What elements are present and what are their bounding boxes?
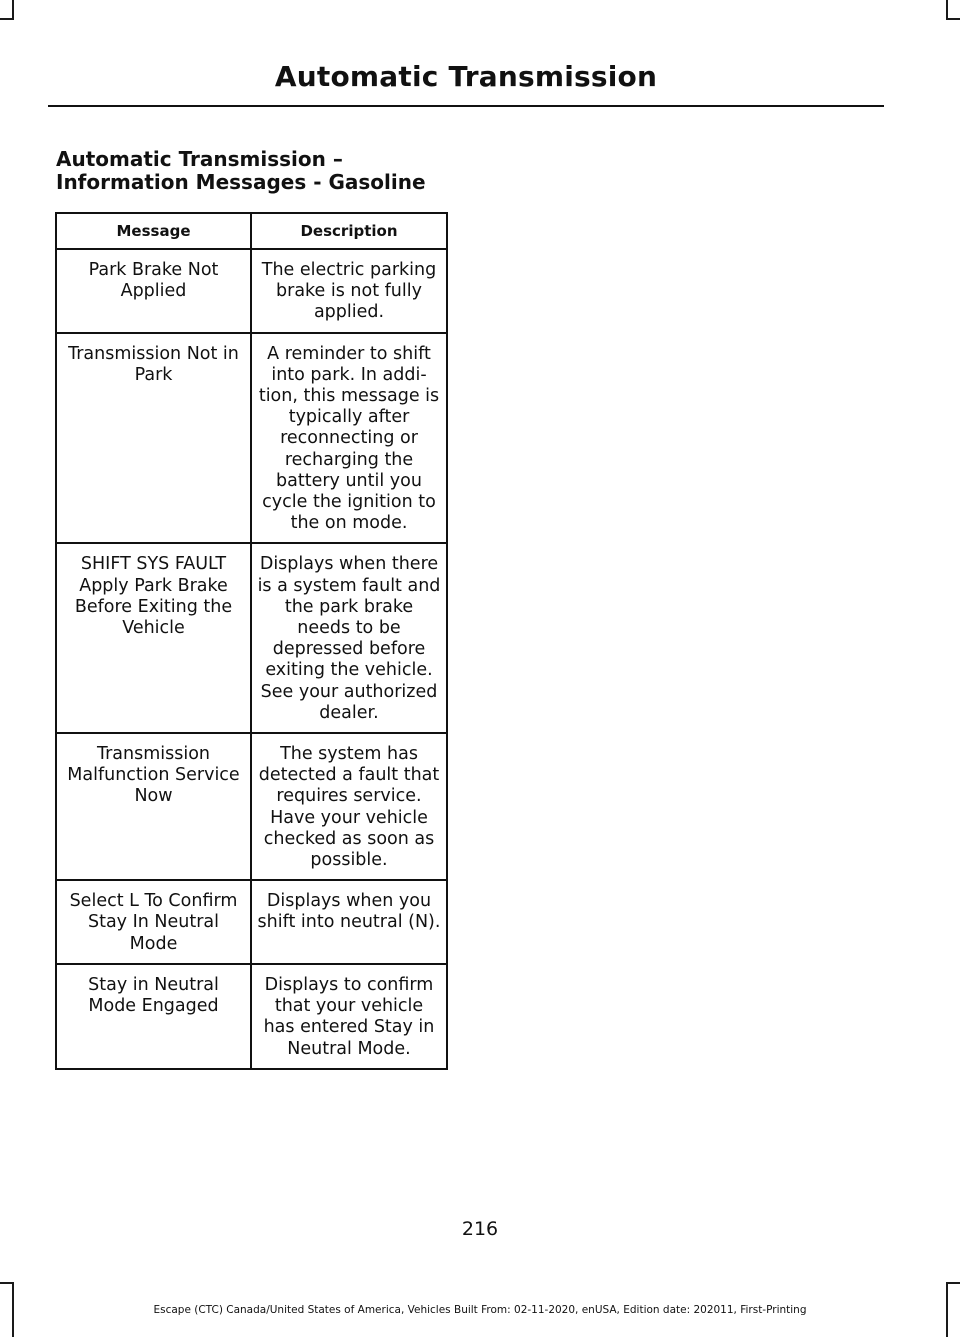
section-title-line-1: Automatic Transmission – [56,147,343,171]
information-messages-table [55,212,448,1070]
section-title [56,148,456,194]
table-header-row [56,213,447,249]
section-title-line-2: Information Messages - Gasoline [56,170,426,194]
message-cell: Stay in Neutral Mode Engaged [56,964,251,1069]
page-header [48,60,884,93]
message-cell: Select L To Confirm Stay In Neutral Mode [56,880,251,964]
header-divider [48,105,884,107]
crop-mark-top-left-horizontal [0,18,14,20]
description-cell: The electric parking brake is not fully applied. [251,249,447,333]
message-cell: Park Brake Not Applied [56,249,251,333]
crop-mark-bottom-left-horizontal [0,1282,14,1284]
message-cell: Transmission Not in Park [56,333,251,544]
crop-mark-top-right-horizontal [946,18,960,20]
message-cell: Transmission Malfunction Service Now [56,733,251,880]
crop-mark-bottom-right-horizontal [946,1282,960,1284]
edition-footer: Escape (CTC) Canada/United States of America, Vehicles Built From: 02-11-2020, enUSA, Edition date: 202011, First-Printing [153,1304,807,1316]
crop-mark-top-left-vertical [12,0,14,18]
column-header-description: Description [251,213,447,249]
description-cell: The system has detected a fault that requires service. Have your vehicle checked as soon as possible. [251,733,447,880]
table-row [56,880,447,964]
table-row [56,249,447,333]
description-cell: Displays to confirm that your vehicle has entered Stay in Neutral Mode. [251,964,447,1069]
description-cell: Displays when you shift into neutral (N). [251,880,447,964]
table-row [56,333,447,544]
table-row [56,964,447,1069]
page-number: 216 [461,1218,499,1240]
description-cell: Displays when there is a system fault and the park brake needs to be depressed before exiting the vehicle. See your authorized dealer. [251,543,447,733]
table-row [56,733,447,880]
column-header-message: Message [56,213,251,249]
page-title: Automatic Transmission [274,60,658,93]
crop-mark-top-right-vertical [946,0,948,18]
message-cell: SHIFT SYS FAULT Apply Park Brake Before Exiting the Vehicle [56,543,251,733]
description-cell: A reminder to shift into park. In addi-tion, this message is typically after reconnecting or recharging the battery until you cycle the ignition to the on mode. [251,333,447,544]
table-row [56,543,447,733]
